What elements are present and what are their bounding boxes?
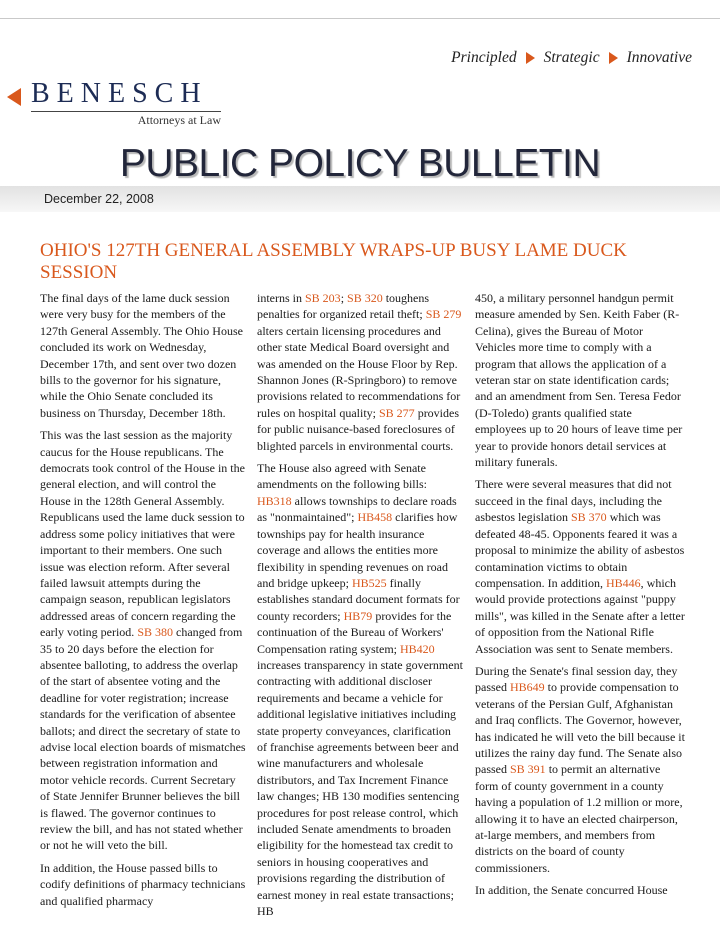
paragraph-text: finally establishes standard document formats for county recorders; <box>257 575 460 623</box>
paragraph-text: During the Senate's final session day, they passed <box>475 663 678 695</box>
bill-link[interactable]: SB 391 <box>510 762 546 777</box>
benesch-logo <box>7 78 221 128</box>
paragraph-text: 450, a military personnel handgun permit measure amended by Sen. Keith Faber (R-Celina), gives the Bureau of Motor Vehicles more time to comply with a program that allows the application of a veteran star on state identification cards; and an amendment from Sen. Teresa Fedor (D-Toledo) grants qualified state employees up to 20 hours of leave time per year to provide honors detail services at military funerals. <box>475 291 683 470</box>
article-paragraph <box>475 663 685 876</box>
logo-subtitle: Attorneys at Law <box>137 113 221 127</box>
article-paragraph <box>475 882 685 898</box>
paragraph-text: changed from 35 to 20 days before the election for absentee balloting, to address the overlap of the start of absentee voting and the deadline for voter registration; increase standards for the verification of absentee ballots; and direct the secretary of state to advise local election boards of mismatches between registration information and motor vehicle records. Current Secretary of State Jennifer Brunner believes the bill is flawed. The governor continues to review the bill, and has not stated whether or not he will veto the bill. <box>40 625 246 853</box>
paragraph-text: This was the last session as the majority caucus for the House republicans. The democrats took control of the House in the general election, and will control the House in the 128th General Assembly. Republicans used the lame duck session to address some policy initiatives that were important to their members. One such issue was election reform. After several failed lawsuit attempts during the campaign season, republican legislators addressed areas of concern regarding the early voting period. <box>40 428 245 640</box>
bill-link[interactable]: HB79 <box>343 608 373 623</box>
orange-triangle-icon <box>609 52 618 64</box>
paragraph-text: alters certain licensing procedures and other state Medical Board oversight and was amended on the House Floor by Rep. Shannon Jones (R-Springboro) to remove provisions related to recommendations for rules on hospital quality; <box>257 323 461 420</box>
paragraph-text: The House also agreed with Senate amendments on the following bills: <box>257 461 427 492</box>
top-rule <box>0 18 720 19</box>
article-paragraph <box>40 427 246 854</box>
bill-link[interactable]: HB318 <box>257 493 292 508</box>
paragraph-text: In addition, the House passed bills to codify definitions of pharmacy technicians and qualified pharmacy <box>40 860 246 908</box>
paragraph-text: allows townships to declare roads as "nonmaintained"; <box>257 493 457 525</box>
paragraph-text: toughens penalties for organized retail theft; <box>257 291 430 322</box>
bill-link[interactable]: SB 320 <box>347 291 383 305</box>
bill-link[interactable]: SB 203 <box>305 291 341 305</box>
bill-link[interactable]: SB 277 <box>379 405 415 420</box>
article-paragraph <box>40 290 246 421</box>
article-paragraph <box>475 476 685 656</box>
paragraph-text: interns in <box>257 291 305 305</box>
tagline-word: Innovative <box>626 49 692 66</box>
bill-link[interactable]: HB458 <box>357 510 393 525</box>
paragraph-text: clarifies how townships pay for health insurance coverage and allows the entities more flexibility in spending revenues on road and bridge upkeep; <box>257 510 458 590</box>
article-column-1 <box>40 290 246 915</box>
paragraph-text: The final days of the lame duck session were very busy for the members of the 127th General Assembly. The Ohio House concluded its work on Wednesday, December 17th, and sent over two dozen bills to the governor for his signature, while the Ohio Senate concluded its business on Thursday, December 18th. <box>40 291 243 420</box>
paragraph-text: increases transparency in state government contracting with additional discloser requirements and became a vehicle for additional legislative initiatives including state property conveyances, clarification of franchise agreements between beer and wine manufacturers and wholesale distributors, and Tax Increment Finance law changes; HB 130 modifies sentencing procedures for post release control, which included Senate amendments to broaden eligibility for the homestead tax credit to seniors in housing cooperatives and provisions regarding the distribution of earnest money in real estate transactions; HB <box>257 657 463 919</box>
paragraph-text: There were several measures that did not succeed in the final days, including the asbestos legislation <box>475 477 672 525</box>
paragraph-text: , which would provide protections against "puppy mills", was killed in the Senate after a letter of opposition from the National Rifle Association was sent to Senate members. <box>475 575 685 656</box>
paragraph-text: which was defeated 48-45. Opponents feared it was a proposal to minimize the ability of asbestos contamination victims to obtain compensation. In addition, <box>475 510 685 590</box>
bill-link[interactable]: HB525 <box>351 575 387 590</box>
bulletin-date: December 22, 2008 <box>44 192 154 206</box>
article-paragraph <box>475 290 685 470</box>
tagline-word: Strategic <box>543 49 600 66</box>
bill-link[interactable]: SB 370 <box>571 510 607 525</box>
article-headline: OHIO'S 127TH GENERAL ASSEMBLY WRAPS-UP BUSY LAME DUCK SESSION <box>40 240 627 283</box>
article-paragraph <box>40 860 246 909</box>
article-paragraph <box>257 460 463 919</box>
article-column-3 <box>475 290 685 905</box>
paragraph-text: In addition, the Senate concurred House <box>475 883 668 898</box>
article-column-2 <box>257 290 463 925</box>
paragraph-text: to permit an alternative form of county government in a county having a population of 1.2 million or more, allowing it to have an elected chairperson, at-large members, and members from districts on the board of county commissioners. <box>475 762 683 875</box>
bill-link[interactable]: SB 380 <box>137 625 173 640</box>
paragraph-text: to provide compensation to veterans of the Persian Gulf, Afghanistan and Iraq conflicts. The Governor, however, has indicated he will veto the bill because it utilizes the rainy day fund. The Senate also passed <box>475 680 685 777</box>
page-title: PUBLIC POLICY BULLETIN <box>119 142 601 185</box>
tagline-word: Principled <box>451 49 517 66</box>
bill-link[interactable]: HB420 <box>400 641 435 656</box>
tagline <box>451 49 692 67</box>
logo-rule <box>31 111 221 112</box>
orange-triangle-icon <box>526 52 535 64</box>
logo-arrow-icon <box>7 88 21 106</box>
date-band <box>0 186 720 212</box>
paragraph-text: provides for public nuisance-based foreclosures of blighted parcels in environmental courts. <box>257 405 460 453</box>
paragraph-text: provides for the continuation of the Bureau of Workers' Compensation rating system; <box>257 608 452 656</box>
article-paragraph <box>257 290 463 454</box>
bill-link[interactable]: SB 279 <box>425 307 462 322</box>
bill-link[interactable]: HB446 <box>605 575 641 590</box>
logo-name: BENESCH <box>31 78 208 109</box>
bill-link[interactable]: HB649 <box>510 680 545 695</box>
paragraph-text: ; <box>340 291 348 305</box>
